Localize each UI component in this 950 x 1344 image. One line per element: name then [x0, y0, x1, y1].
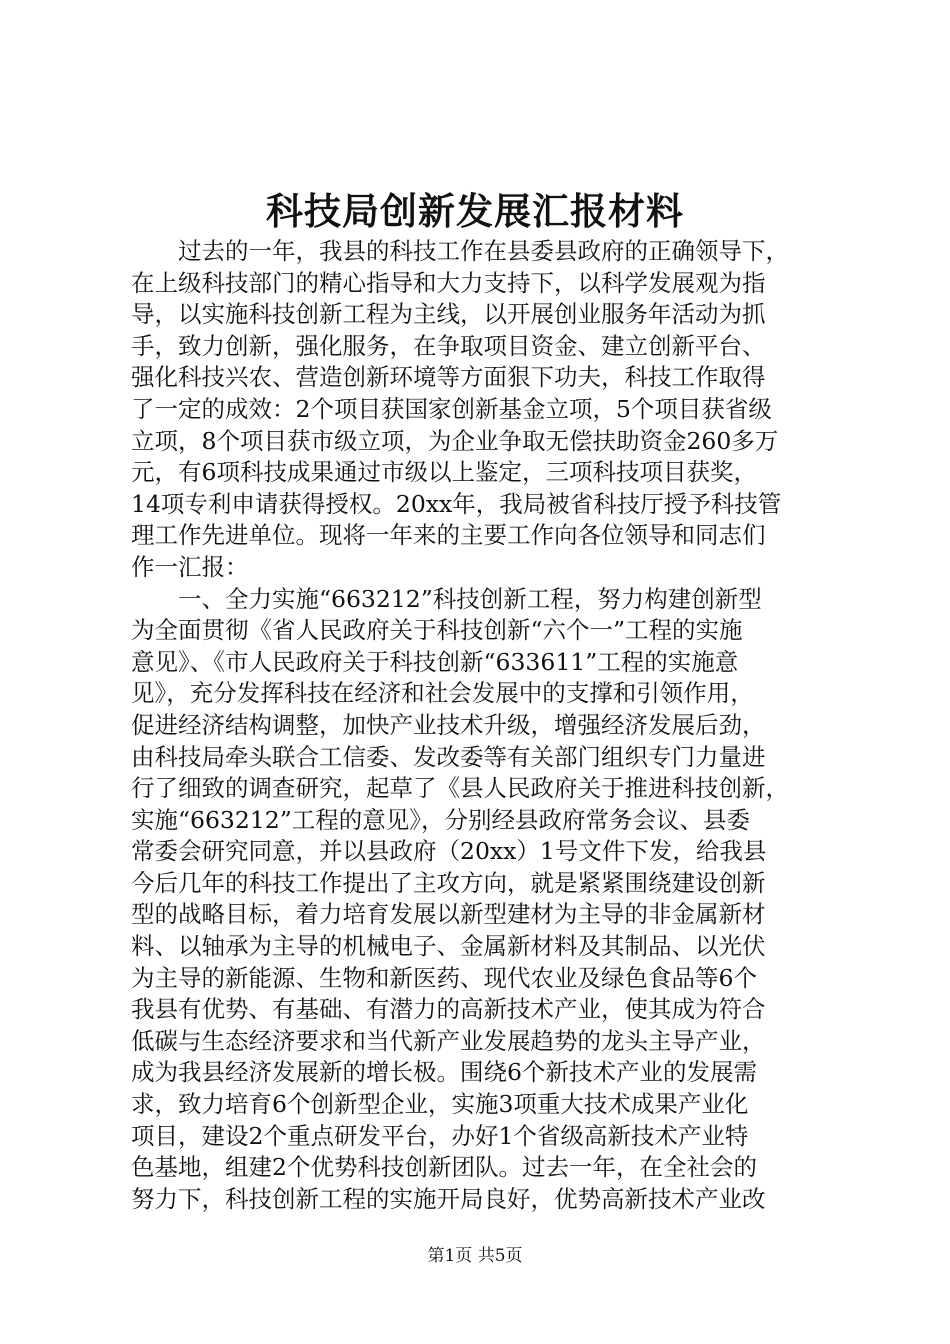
body-line: 手，致力创新，强化服务，在争取项目资金、建立创新平台、: [131, 331, 766, 360]
body-line: 促进经济结构调整，加快产业技术升级，增强经济发展后劲，: [131, 710, 766, 739]
body-line: 今后几年的科技工作提出了主攻方向，就是紧紧围绕建设创新: [131, 868, 766, 897]
body-line: 色基地，组建2个优势科技创新团队。过去一年，在全社会的: [131, 1153, 757, 1182]
body-line: 一、全力实施“663212”科技创新工程，努力构建创新型: [131, 584, 762, 613]
body-line: 求，致力培育6个创新型企业，实施3项重大技术成果产业化: [131, 1090, 749, 1119]
body-line: 强化科技兴农、营造创新环境等方面狠下功夫，科技工作取得: [131, 363, 766, 392]
body-line: 型的战略目标，着力培育发展以新型建材为主导的非金属新材: [131, 900, 766, 929]
body-line: 过去的一年，我县的科技工作在县委县政府的正确领导下，: [131, 237, 789, 265]
body-line: 实施“663212”工程的意见》，分别经县政府常务会议、县委: [131, 805, 750, 834]
body-line: 为全面贯彻《省人民政府关于科技创新“六个一”工程的实施: [131, 616, 743, 645]
body-line: 项目，建设2个重点研发平台，办好1个省级高新技术产业特: [131, 1121, 749, 1150]
body-line: 理工作先进单位。现将一年来的主要工作向各位领导和同志们: [131, 521, 766, 550]
body-line: 为主导的新能源、生物和新医药、现代农业及绿色食品等6个: [131, 963, 757, 992]
body-line: 见》，充分发挥科技在经济和社会发展中的支撑和引领作用，: [131, 679, 754, 708]
body-line: 在上级科技部门的精心指导和大力支持下，以科学发展观为指: [131, 268, 766, 297]
body-line: 努力下，科技创新工程的实施开局良好，优势高新技术产业改: [131, 1184, 766, 1213]
body-line: 常委会研究同意，并以县政府（20xx）1号文件下发，给我县: [131, 837, 767, 866]
body-line: 意见》、《市人民政府关于科技创新“633611”工程的实施意: [131, 647, 739, 676]
document-title: 科技局创新发展汇报材料: [266, 189, 684, 233]
body-line: 成为我县经济发展新的增长极。围绕6个新技术产业的发展需: [131, 1058, 757, 1087]
body-line: 行了细致的调查研究，起草了《县人民政府关于推进科技创新，: [131, 774, 789, 803]
body-line: 作一汇报：: [131, 552, 249, 581]
body-line: 了一定的成效：2个项目获国家创新基金立项，5个项目获省级: [131, 394, 772, 423]
page-footer: 第1页 共5页: [427, 1246, 523, 1266]
body-line: 立项，8个项目获市级立项，为企业争取无偿扶助资金260多万: [131, 426, 779, 455]
body-line: 由科技局牵头联合工信委、发改委等有关部门组织专门力量进: [131, 742, 766, 771]
body-line: 导，以实施科技创新工程为主线，以开展创业服务年活动为抓: [131, 300, 766, 329]
body-line: 元，有6项科技成果通过市级以上鉴定，三项科技项目获奖，: [131, 458, 757, 487]
body-line: 低碳与生态经济要求和当代新产业发展趋势的龙头主导产业，: [131, 1026, 766, 1055]
body-line: 14项专利申请获得授权。20xx年，我局被省科技厅授予科技管: [131, 489, 782, 518]
document-body: [131, 236, 831, 1215]
body-line: 我县有优势、有基础、有潜力的高新技术产业，使其成为符合: [131, 995, 766, 1024]
body-line: 料、以轴承为主导的机械电子、金属新材料及其制品、以光伏: [131, 932, 766, 961]
